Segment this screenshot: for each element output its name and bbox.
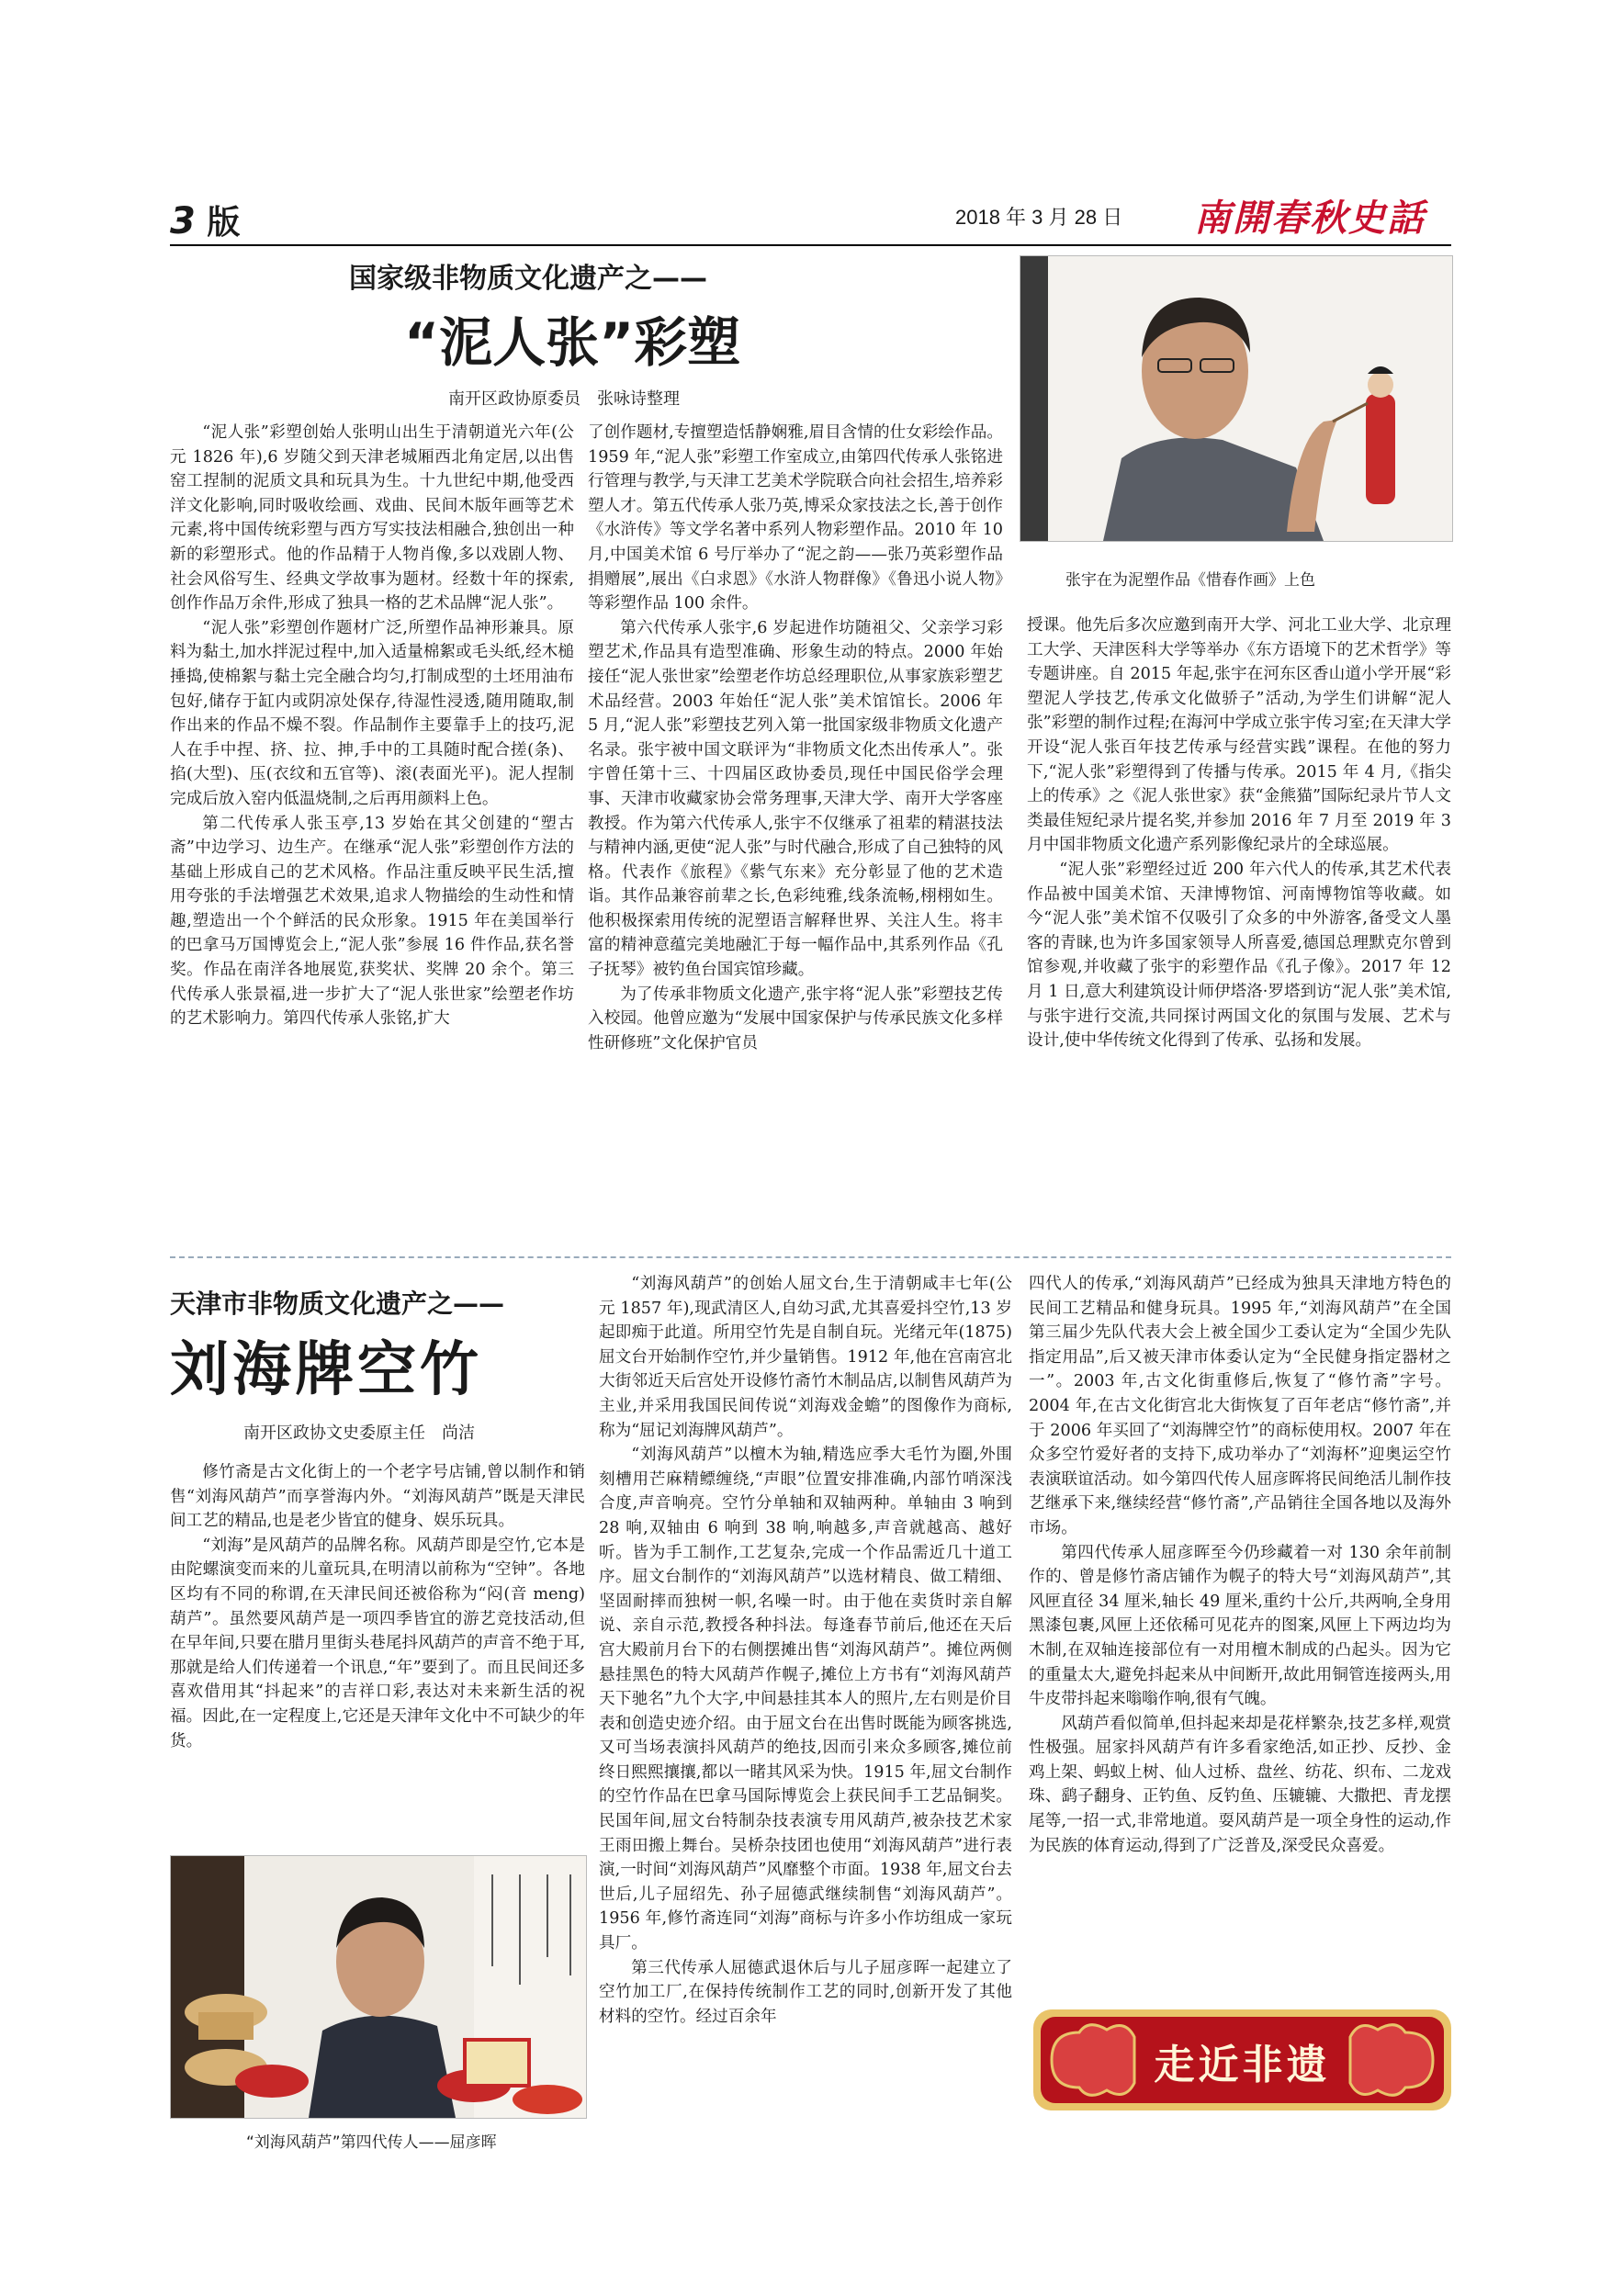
issue-date: 2018 年 3 月 28 日 bbox=[955, 206, 1123, 229]
banner-text: 走近非遗 bbox=[1154, 2042, 1331, 2088]
article1-subtitle: 国家级非物质文化遗产之—— bbox=[349, 263, 707, 295]
article2-title: 刘海牌空竹 bbox=[170, 1336, 482, 1404]
article-divider bbox=[170, 1256, 1451, 1259]
publication-brand: 南開春秋史話 bbox=[1194, 197, 1426, 240]
craftsman-with-diabolos-image bbox=[171, 1856, 586, 2118]
article2-subtitle: 天津市非物质文化遗产之—— bbox=[170, 1289, 505, 1319]
article1-column-1: “泥人张”彩塑创始人张明山出生于清朝道光六年(公元 1826 年),6 岁随父到天津老城厢西北角定居,以出售窑工捏制的泥质文具和玩具为生。十九世纪中期,他受西洋文化影响,同时吸收绘画、戏曲、民间木版年画等艺术元素,将中国传统彩塑与西方写实技法相融合,独创出一种新的彩塑形式。他的作品精于人物肖像,多以戏剧人物、社会风俗写生、经典文学故事为题材。经数十年的探索,创作作品万余件,形成了独具一格的艺术品牌“泥人张”。 “泥人张”彩塑创作题材广泛,所塑作品神形兼具。原料为黏土,加水拌泥过程中,加入适量棉絮或毛头纸,经木槌捶捣,使棉絮与黏土完全融合均匀,打制成型的土坯用油布包好,储存于缸内或阴凉处保存,待湿性浸透,随用随取,制作出来的作品不燥不裂。作品制作主要靠手上的技巧,泥人在手中捏、挤、拉、抻,手中的工具随时配合搓(条)、掐(大型)、压(衣纹和五官等)、滚(表面光平)。泥人捏制完成后放入窑内低温烧制,之后再用颜料上色。 第二代传承人张玉亭,13 岁始在其父创建的“塑古斋”中边学习、边生产。在继承“泥人张”彩塑创作方法的基础上形成自己的艺术风格。作品注重反映平民生活,擅用夸张的手法增强艺术效果,追求人物描绘的生动性和情趣,塑造出一个个鲜活的民众形象。1915 年在美国举行的巴拿马万国博览会上,“泥人张”参展 16 件作品,获名誉奖。作品在南洋各地展览,获奖状、奖牌 20 余个。第三代传承人张景福,进一步扩大了“泥人张世家”绘塑老作坊的艺术影响力。第四代传承人张铭,扩大 bbox=[170, 423, 574, 1029]
page-number: 3 版 bbox=[170, 200, 241, 242]
header-rule bbox=[170, 244, 1451, 246]
article2-photo bbox=[170, 1855, 587, 2119]
article1-photo bbox=[1020, 255, 1453, 542]
article2-photo-caption: “刘海风葫芦”第四代传人——屈彦晖 bbox=[246, 2133, 497, 2152]
artisan-painting-figure-image bbox=[1020, 256, 1452, 541]
article2-column-1: 修竹斋是古文化街上的一个老字号店铺,曾以制作和销售“刘海风葫芦”而享誉海内外。“刘海风葫芦”既是天津民间工艺的精品,也是老少皆宜的健身、娱乐玩具。 “刘海”是风葫芦的品牌名称。风葫芦即是空竹,它本是由陀螺演变而来的儿童玩具,在明清以前称为“空钟”。各地区均有不同的称谓,在天津民间还被俗称为“闷(音 meng)葫芦”。虽然要风葫芦是一项四季皆宜的游艺竞技活动,但在早年间,只要在腊月里街头巷尾抖风葫芦的声音不绝于耳,那就是给人们传递着一个讯息,“年”要到了。而且民间还多喜欢借用其“抖起来”的吉祥口彩,表达对未来新生活的祝福。因此,在一定程度上,它还是天津年文化中不可缺少的年货。 bbox=[170, 1463, 585, 1750]
article1-photo-caption: 张宇在为泥塑作品《惜春作画》上色 bbox=[1065, 571, 1315, 590]
article1-title: “泥人张”彩塑 bbox=[404, 311, 741, 374]
article2-column-3: 四代人的传承,“刘海风葫芦”已经成为独具天津地方特色的民间工艺精品和健身玩具。1995 年,“刘海风葫芦”在全国第三届少先队代表大会上被全国少工委认定为“全国少先队指定用品”,后又被天津市体委认定为“全民健身指定器材之一”。2003 年,古文化街重修后,恢复了“修竹斋”字号。2004 年,在古文化街宫北大街恢复了百年老店“修竹斋”,并于 2006 年买回了“刘海牌空竹”的商标使用权。2007 年在众多空竹爱好者的支持下,成功举办了“刘海杯”迎奥运空竹表演联谊活动。如今第四代传人屈彦晖将民间绝活儿制作技艺继承下来,继续经营“修竹斋”,产品销往全国各地以及海外市场。 第四代传承人屈彦晖至今仍珍藏着一对 130 余年前制作的、曾是修竹斋店铺作为幌子的特大号“刘海风葫芦”,其风匣直径 34 厘米,轴长 49 厘米,重约十公斤,共两响,全身用黑漆包裹,风匣上还依稀可见花卉的图案,风匣上下两边均为木制,在双轴连接部位有一对用檀木制成的凸起头。因为它的重量太大,避免抖起来从中间断开,故此用铜管连接两头,用牛皮带抖起来嗡嗡作响,很有气魄。 风葫芦看似简单,但抖起来却是花样繁杂,技艺多样,观赏性极强。屈家抖风葫芦有许多看家绝活,如正抄、反抄、金鸡上架、蚂蚁上树、仙人过桥、盘丝、纺花、织布、二龙戏珠、鹞子翻身、正钓鱼、反钓鱼、压辘辘、大撒把、青龙摆尾等,一招一式,非常地道。耍风葫芦是一项全身性的运动,作为民族的体育运动,得到了广泛普及,深受民众喜爱。 bbox=[1029, 1275, 1451, 1855]
article2-byline: 南开区政协文史委原主任 尚洁 bbox=[243, 1424, 475, 1443]
feature-banner bbox=[1033, 2009, 1451, 2110]
article1-column-2: 了创作题材,专擅塑造恬静娴雅,眉目含情的仕女彩绘作品。1959 年,“泥人张”彩塑工作室成立,由第四代传承人张铭进行管理与教学,与天津工艺美术学院联合向社会招生,培养彩塑人才。第五代传承人张乃英,博采众家技法之长,善于创作《水浒传》等文学名著中系列人物彩塑作品。2010 年 10 月,中国美术馆 6 号厅举办了“泥之韵——张乃英彩塑作品捐赠展”,展出《白求恩》《水浒人物群像》《鲁迅小说人物》等彩塑作品 100 余件。 第六代传承人张宇,6 岁起进作坊随祖父、父亲学习彩塑艺术,作品具有造型准确、形象生动的特点。2000 年始接任“泥人张世家”绘塑老作坊总经理职位,从事家族彩塑艺术品经营。2003 年始任“泥人张”美术馆馆长。2006 年 5 月,“泥人张”彩塑技艺列入第一批国家级非物质文化遗产名录。张宇被中国文联评为“非物质文化杰出传承人”。张宇曾任第十三、十四届区政协委员,现任中国民俗学会理事、天津市收藏家协会常务理事,天津大学、南开大学客座教授。作为第六代传承人,张宇不仅继承了祖辈的精湛技法与精神内涵,更使“泥人张”与时代融合,形成了自己独特的风格。代表作《旅程》《紫气东来》充分彰显了他的艺术造诣。其作品兼容前辈之长,色彩纯雅,线条流畅,栩栩如生。他积极探索用传统的泥塑语言解释世界、关注人生。将丰富的精神意蕴完美地融汇于每一幅作品中,其系列作品《孔子抚琴》被钓鱼台国宾馆珍藏。 为了传承非物质文化遗产,张宇将“泥人张”彩塑技艺传入校园。他曾应邀为“发展中国家保护与传承民族文化多样性研修班”文化保护官员 bbox=[588, 423, 1003, 1052]
article2-column-2: “刘海风葫芦”的创始人屈文台,生于清朝咸丰七年(公元 1857 年),现武清区人,自幼习武,尤其喜爱抖空竹,13 岁起即痴于此道。所用空竹先是自制自玩。光绪元年(1875)屈文台开始制作空竹,并少量销售。1912 年,他在宫南宫北大街邻近天后宫处开设修竹斋竹木制品店,以制售风葫芦为主业,并采用我国民间传说“刘海戏金蟾”的图像作为商标,称为“屈记刘海牌风葫芦”。 “刘海风葫芦”以檀木为轴,精选应季大毛竹为圈,外围刻槽用芒麻精鳔缠绕,“声眼”位置安排准确,内部竹哨深浅合度,声音响亮。空竹分单轴和双轴两种。单轴由 3 响到 28 响,双轴由 6 响到 38 响,响越多,声音就越高、越好听。皆为手工制作,工艺复杂,完成一个作品需近几十道工序。屈文台制作的“刘海风葫芦”以选材精良、做工精细、坚固耐摔而独树一帜,名噪一时。由于他在卖货时亲自解说、亲自示范,教授各种抖法。每逢春节前后,他还在天后宫大殿前月台下的右侧摆摊出售“刘海风葫芦”。摊位两侧悬挂黑色的特大风葫芦作幌子,摊位上方书有“刘海风葫芦天下驰名”九个大字,中间悬挂其本人的照片,左右则是价目表和创造史迹介绍。由于屈文台在出售时既能为顾客挑选,又可当场表演抖风葫芦的绝技,因而引来众多顾客,摊位前终日熙熙攘攘,都以一睹其风采为快。1915 年,屈文台制作的空竹作品在巴拿马国际博览会上获民间手工艺品铜奖。民国年间,屈文台特制杂技表演专用风葫芦,被杂技艺术家王雨田搬上舞台。吴桥杂技团也使用“刘海风葫芦”进行表演,一时间“刘海风葫芦”风靡整个市面。1938 年,屈文台去世后,儿子屈绍先、孙子屈德武继续制售“刘海风葫芦”。1956 年,修竹斋连同“刘海”商标与许多小作坊组成一家玩具厂。 第三代传承人屈德武退休后与儿子屈彦晖一起建立了空竹加工厂,在保持传统制作工艺的同时,创新开发了其他材料的空竹。经过百余年 bbox=[599, 1275, 1012, 2026]
article1-column-3: 授课。他先后多次应邀到南开大学、河北工业大学、北京理工大学、天津医科大学等举办《东方语境下的艺术哲学》等专题讲座。自 2015 年起,张宇在河东区香山道小学开展“彩塑泥人学技艺,传承文化做骄子”活动,为学生们讲解“泥人张”彩塑的制作过程;在海河中学成立张宇传习室;在天津大学开设“泥人张百年技艺传承与经营实践”课程。在他的努力下,“泥人张”彩塑得到了传播与传承。2015 年 4 月,《指尖上的传承》之《泥人张世家》获“金熊猫”国际纪录片节人文类最佳短纪录片提名奖,并参加 2016 年 7 月至 2019 年 3 月中国非物质文化遗产系列影像纪录片的全球巡展。 “泥人张”彩塑经过近 200 年六代人的传承,其艺术代表作品被中国美术馆、天津博物馆、河南博物馆等收藏。如今“泥人张”美术馆不仅吸引了众多的中外游客,备受文人墨客的青睐,也为许多国家领导人所喜爱,德国总理默克尔曾到馆参观,并收藏了张宇的彩塑作品《孔子像》。2017 年 12 月 1 日,意大利建筑设计师伊塔洛·罗塔到访“泥人张”美术馆,与张宇进行交流,共同探讨两国文化的氛围与发展、艺术与设计,使中华传统文化得到了传承、弘扬和发展。 bbox=[1027, 616, 1451, 1051]
article1-byline: 南开区政协原委员 张咏诗整理 bbox=[448, 389, 680, 409]
